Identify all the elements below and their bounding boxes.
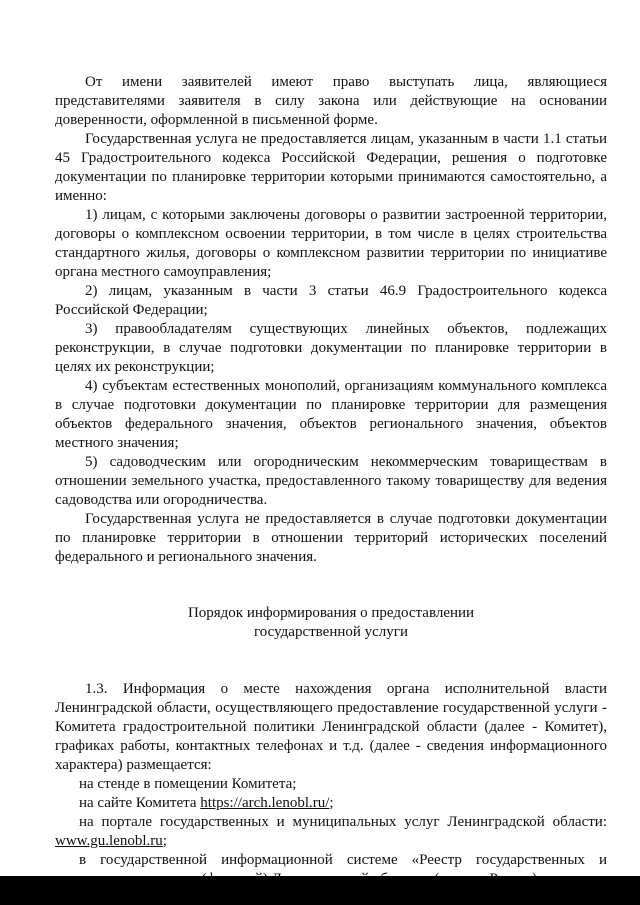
paragraph-representatives: От имени заявителей имеют право выступать лица, являющиеся представителями заявителя в силу закона или действующие на основании доверенности, оформленной в письменной форме. bbox=[55, 74, 607, 128]
list-item-1: 1) лицам, с которыми заключены договоры о развитии застроенной территории, договоры о комплексном освоении территории, в том числе в целях строительства стандартного жилья, договоры о комплексном развитии территории по инициативе органа местного самоуправления; bbox=[55, 207, 607, 280]
site-link[interactable]: https://arch.lenobl.ru/ bbox=[200, 795, 330, 811]
item-portal bbox=[55, 813, 607, 851]
paragraph-historic-settlements: Государственная услуга не предоставляется в случае подготовки документации по планировке территории в отношении территорий исторических поселений федерального и регионального значения. bbox=[55, 511, 607, 565]
item-site-prefix: на сайте Комитета bbox=[79, 795, 201, 811]
list-item-2: 2) лицам, указанным в части 3 статьи 46.9 Градостроительного кодекса Российской Федерации; bbox=[55, 283, 607, 318]
portal-link[interactable]: www.gu.lenobl.ru bbox=[55, 833, 163, 849]
scan-bottom-edge bbox=[0, 876, 640, 905]
list-item-4: 4) субъектам естественных монополий, организациям коммунального комплекса в случае подготовки документации по планировке территории для размещения объектов федерального значения, объектов регионального значения, объектов местного значения; bbox=[55, 378, 607, 451]
item-site bbox=[55, 794, 607, 813]
document-body bbox=[55, 73, 607, 889]
item-site-suffix: ; bbox=[329, 795, 334, 811]
item-stand: на стенде в помещении Комитета; bbox=[79, 776, 297, 792]
section-heading-line-1: Порядок информирования о предоставлении bbox=[187, 605, 475, 621]
paragraph-1-3: 1.3. Информация о месте нахождения органа исполнительной власти Ленинградской области, осуществляющего предоставление государственной услуги - Комитета градостроительной политики Ленинградской области (далее - Комитет), графиках работы, контактных телефонах и т.д. (далее - сведения информационного характера) размещается: bbox=[55, 681, 607, 773]
list-item-3: 3) правообладателям существующих линейных объектов, подлежащих реконструкции, в случае подготовки документации по планировке территории в целях их реконструкции; bbox=[55, 321, 607, 375]
list-item-5: 5) садоводческим или огородническим некоммерческим товариществам в отношении земельного участка, предоставленного такому товариществу для ведения садоводства или огородничества. bbox=[55, 454, 607, 508]
item-registry: в государственной информационной системе «Реестр государственных и bbox=[79, 852, 607, 868]
paragraph-not-provided-intro: Государственная услуга не предоставляется лицам, указанным в части 1.1 статьи 45 Градостроительного кодекса Российской Федерации, решения о подготовке документации по планировке территории которыми принимаются самостоятельно, а именно: bbox=[55, 131, 607, 204]
section-heading-line-2: государственной услуги bbox=[254, 624, 408, 640]
item-portal-suffix: ; bbox=[162, 833, 167, 849]
item-portal-prefix: на портале государственных и муниципальных услуг Ленинградской области: bbox=[79, 814, 607, 830]
